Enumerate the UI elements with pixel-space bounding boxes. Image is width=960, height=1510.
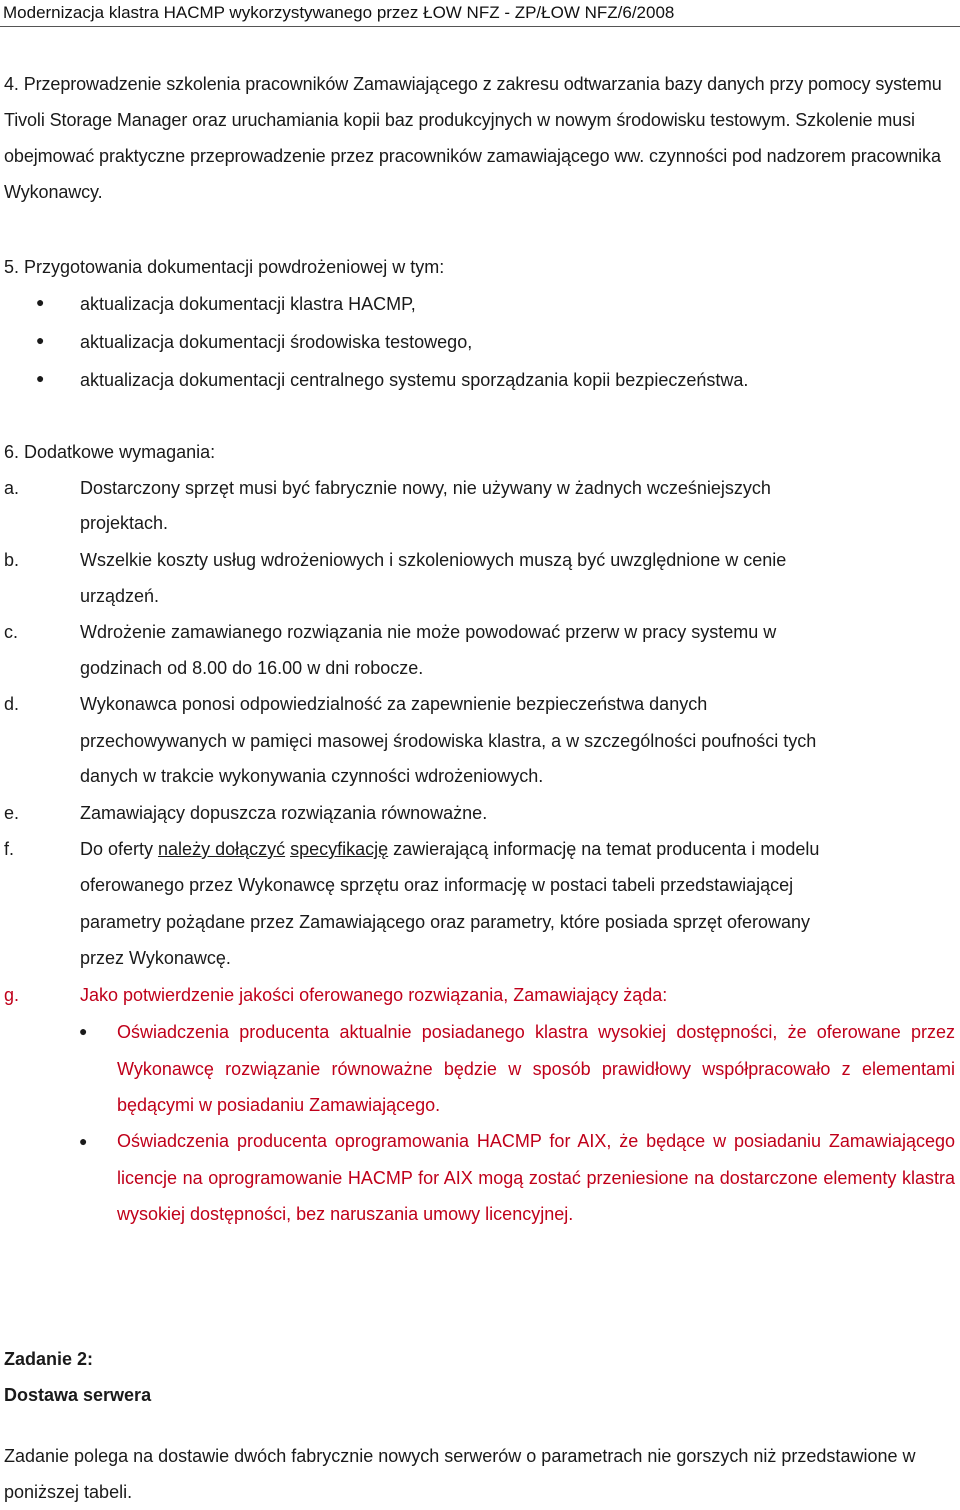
- task-2-subtitle: Dostawa serwera: [4, 1385, 152, 1405]
- item-e-line: Zamawiający dopuszcza rozwiązania równoważne.: [80, 803, 488, 823]
- task-2-text: Zadanie polega na dostawie dwóch fabrycznie nowych serwerów o parametrach nie gorszych niż przedstawione w poniższej tabeli.: [4, 1446, 916, 1502]
- item-f-text: zawierającą informację na temat producenta i modelu: [388, 839, 820, 859]
- item-label: f.: [4, 839, 15, 859]
- item-f-line: [80, 838, 819, 860]
- item-label: g.: [4, 985, 20, 1005]
- section-5-bullet: aktualizacja dokumentacji klastra HACMP,: [80, 294, 416, 314]
- item-a-line: projektach.: [80, 513, 169, 533]
- item-f-line: oferowanego przez Wykonawcę sprzętu oraz informację w postaci tabeli przedstawiającej: [80, 875, 794, 895]
- item-f-line: przez Wykonawcę.: [80, 948, 231, 968]
- item-f-underlined: należy dołączyć: [158, 839, 286, 859]
- section-5-title: 5. Przygotowania dokumentacji powdrożeniowej w tym:: [4, 257, 445, 277]
- bullet-icon: ●: [36, 332, 45, 348]
- item-b-line: urządzeń.: [80, 586, 160, 606]
- section-4-paragraph: 4. Przeprowadzenie szkolenia pracowników Zamawiającego z zakresu odtwarzania bazy danych przy pomocy systemu Tivoli Storage Manager oraz uruchamiania kopii baz produkcyjnych w nowym środowisku testowym. Szkolenie musi obejmować praktyczne przeprowadzenie przez pracowników zamawiającego ww. czynności pod nadzorem pracownika Wykonawcy.: [4, 74, 942, 202]
- bullet-icon: ●: [79, 1023, 88, 1039]
- item-f-underlined: specyfikację: [290, 839, 389, 859]
- section-5-bullet: aktualizacja dokumentacji środowiska testowego,: [80, 332, 473, 352]
- item-g-title: Jako potwierdzenie jakości oferowanego rozwiązania, Zamawiający żąda:: [80, 985, 668, 1005]
- item-d-line: przechowywanych w pamięci masowej środowiska klastra, a w szczególności poufności tych: [80, 731, 817, 751]
- task-2-title: Zadanie 2:: [4, 1349, 94, 1369]
- item-f-line: parametry pożądane przez Zamawiającego oraz parametry, które posiada sprzęt oferowany: [80, 912, 811, 932]
- section-6-title: 6. Dodatkowe wymagania:: [4, 442, 216, 462]
- item-d-line: Wykonawca ponosi odpowiedzialność za zapewnienie bezpieczeństwa danych: [80, 694, 708, 714]
- item-label: e.: [4, 803, 20, 823]
- item-c-line: Wdrożenie zamawianego rozwiązania nie może powodować przerw w pracy systemu w: [80, 622, 777, 642]
- item-d-line: danych w trakcie wykonywania czynności wdrożeniowych.: [80, 766, 544, 786]
- item-c-line: godzinach od 8.00 do 16.00 w dni robocze.: [80, 658, 424, 678]
- item-f-text: Do oferty: [80, 839, 159, 859]
- bullet-icon: ●: [79, 1133, 88, 1149]
- bullet-icon: ●: [36, 370, 45, 386]
- item-label: b.: [4, 550, 20, 570]
- item-label: c.: [4, 622, 19, 642]
- section-5-bullet: aktualizacja dokumentacji centralnego systemu sporządzania kopii bezpieczeństwa.: [80, 370, 749, 390]
- item-g-bullet: Oświadczenia producenta aktualnie posiadanego klastra wysokiej dostępności, że oferowane przez Wykonawcę rozwiązanie równoważne będzie w sposób prawidłowy współpracowało z elementami będącymi w posiadaniu Zamawiającego.: [117, 1022, 955, 1115]
- item-label: d.: [4, 694, 20, 714]
- bullet-icon: ●: [36, 294, 45, 310]
- page-header: [0, 0, 960, 44]
- item-g-bullet: Oświadczenia producenta oprogramowania HACMP for AIX, że będące w posiadaniu Zamawiającego licencje na oprogramowanie HACMP for AIX mogą zostać przeniesione na dostarczone elementy klastra wysokiej dostępności, bez naruszania umowy licencyjnej.: [117, 1131, 955, 1224]
- header-title: Modernizacja klastra HACMP wykorzystywanego przez ŁOW NFZ - ZP/ŁOW NFZ/6/2008: [3, 3, 675, 22]
- item-a-line: Dostarczony sprzęt musi być fabrycznie nowy, nie używany w żadnych wcześniejszych: [80, 478, 771, 498]
- item-label: a.: [4, 478, 20, 498]
- item-b-line: Wszelkie koszty usług wdrożeniowych i szkoleniowych muszą być uwzględnione w cenie: [80, 550, 787, 570]
